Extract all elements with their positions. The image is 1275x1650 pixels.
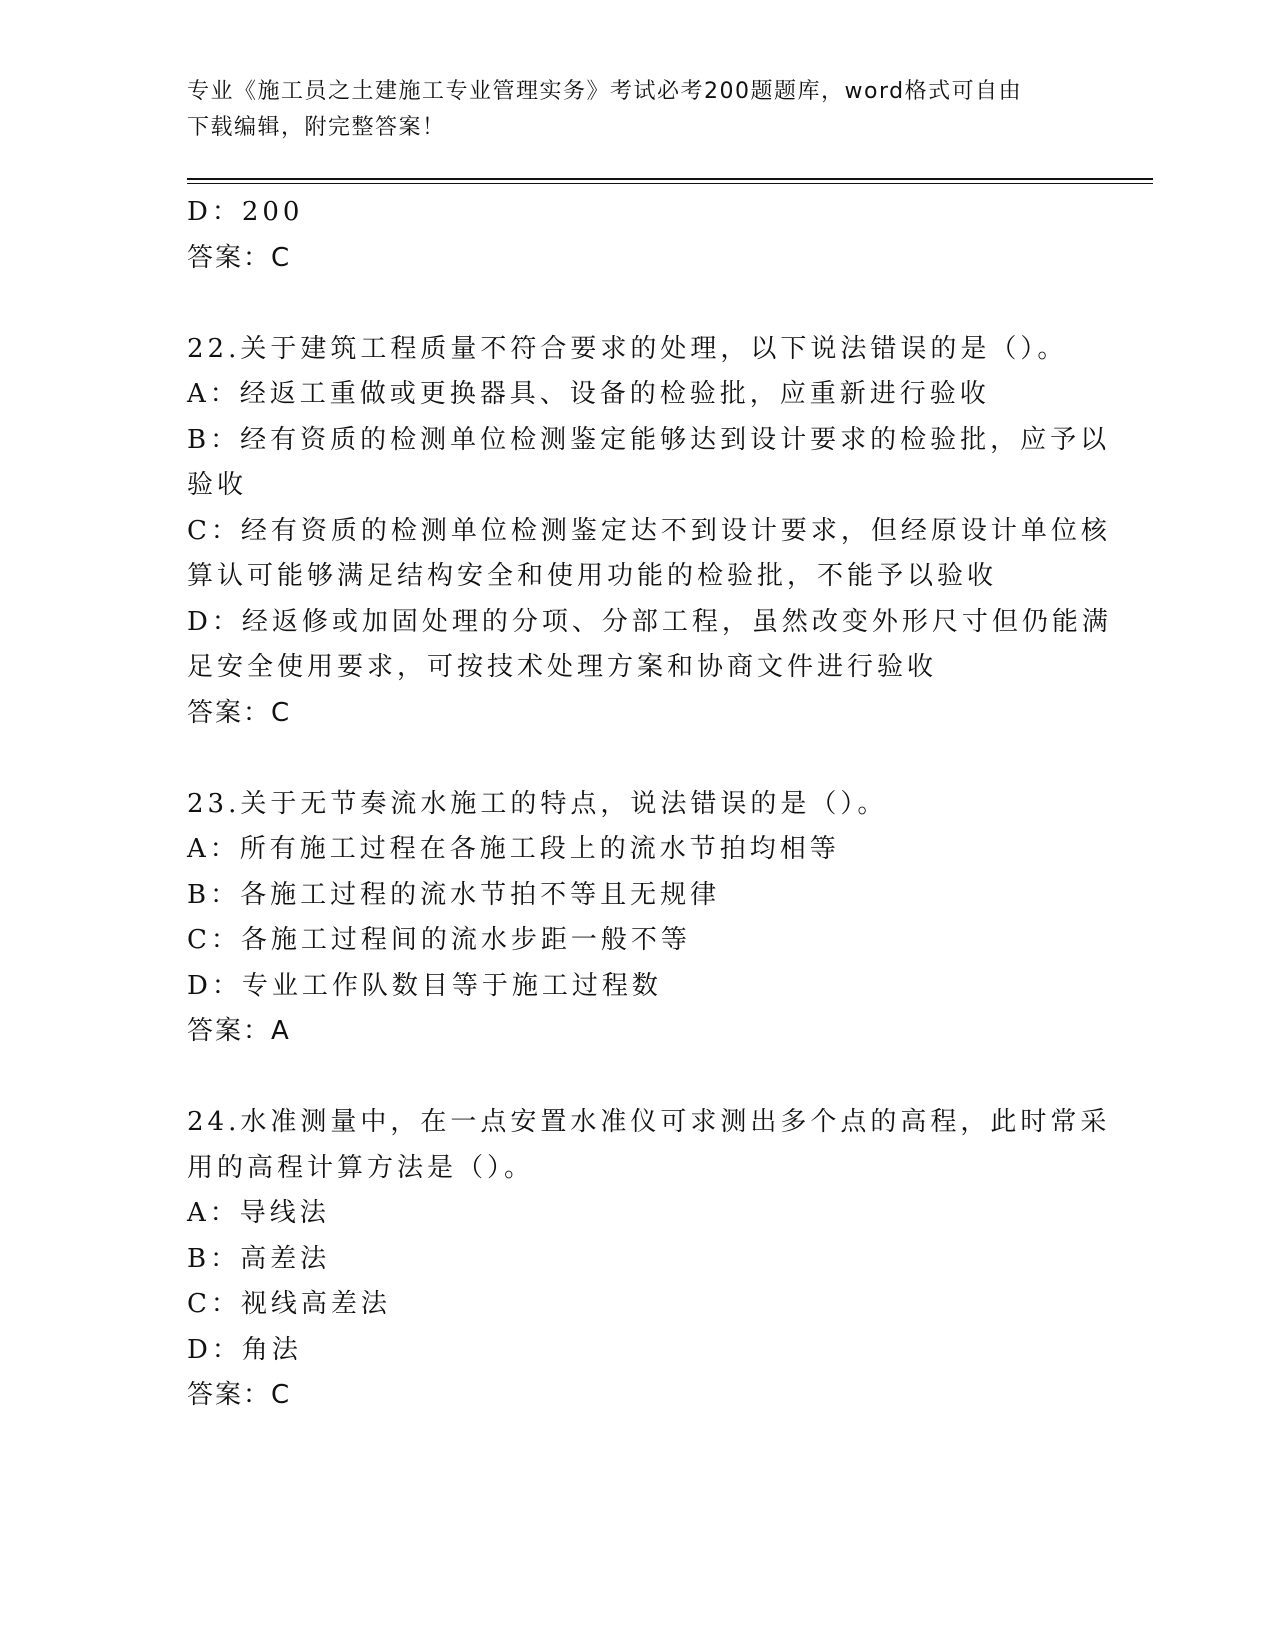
header-line-1: 专业《施工员之土建施工专业管理实务》考试必考200题题库，word格式可自由 bbox=[187, 79, 1023, 104]
question-text: 24.水准测量中，在一点安置水准仪可求测出多个点的高程，此时常采 bbox=[187, 1107, 1111, 1137]
answer: 答案：A bbox=[187, 1016, 291, 1046]
question-text: 22.关于建筑工程质量不符合要求的处理，以下说法错误的是（）。 bbox=[187, 333, 1068, 364]
header-line-2: 下载编辑，附完整答案！ bbox=[187, 115, 446, 140]
option-d: D：经返修或加固处理的分项、分部工程，虽然改变外形尺寸但仍能满 bbox=[187, 606, 1112, 637]
spacer bbox=[187, 281, 1087, 327]
spacer bbox=[187, 1055, 1087, 1101]
option-a: A：导线法 bbox=[187, 1198, 330, 1228]
option-d: D：角法 bbox=[187, 1334, 302, 1365]
option-b: B：各施工过程的流水节拍不等且无规律 bbox=[187, 879, 721, 910]
document-header bbox=[187, 74, 1067, 146]
question-text-cont: 用的高程计算方法是（）。 bbox=[187, 1152, 535, 1183]
option-c: C：各施工过程间的流水步距一般不等 bbox=[187, 925, 691, 955]
option-a: A：经返工重做或更换器具、设备的检验批，应重新进行验收 bbox=[187, 379, 990, 409]
question-text: 23.关于无节奏流水施工的特点，说法错误的是（）。 bbox=[187, 788, 888, 819]
option-b-cont: 验收 bbox=[187, 470, 248, 500]
question-23 bbox=[187, 782, 1087, 1055]
option-c-cont: 算认可能够满足结构安全和使用功能的检验批，不能予以验收 bbox=[187, 561, 998, 591]
option-d: D：专业工作队数目等于施工过程数 bbox=[187, 970, 662, 1001]
answer: 答案：C bbox=[187, 1380, 292, 1410]
question-24 bbox=[187, 1100, 1111, 1419]
option-b: B：经有资质的检测单位检测鉴定能够达到设计要求的检验批，应予以 bbox=[187, 424, 1111, 455]
question-list bbox=[187, 190, 1112, 1419]
spacer bbox=[187, 736, 1087, 782]
header-divider-thin bbox=[187, 183, 1153, 184]
question-22 bbox=[187, 327, 1112, 737]
prev-answer: 答案：C bbox=[187, 242, 292, 273]
option-c: C：经有资质的检测单位检测鉴定达不到设计要求，但经原设计单位核 bbox=[187, 515, 1111, 546]
option-a: A：所有施工过程在各施工段上的流水节拍均相等 bbox=[187, 834, 840, 864]
option-b: B：高差法 bbox=[187, 1243, 331, 1274]
prev-option-d: D：200 bbox=[187, 197, 304, 227]
option-c: C：视线高差法 bbox=[187, 1289, 391, 1319]
header-divider-thick bbox=[187, 178, 1153, 180]
answer: 答案：C bbox=[187, 697, 292, 728]
option-d-cont: 足安全使用要求，可按技术处理方案和协商文件进行验收 bbox=[187, 652, 938, 682]
